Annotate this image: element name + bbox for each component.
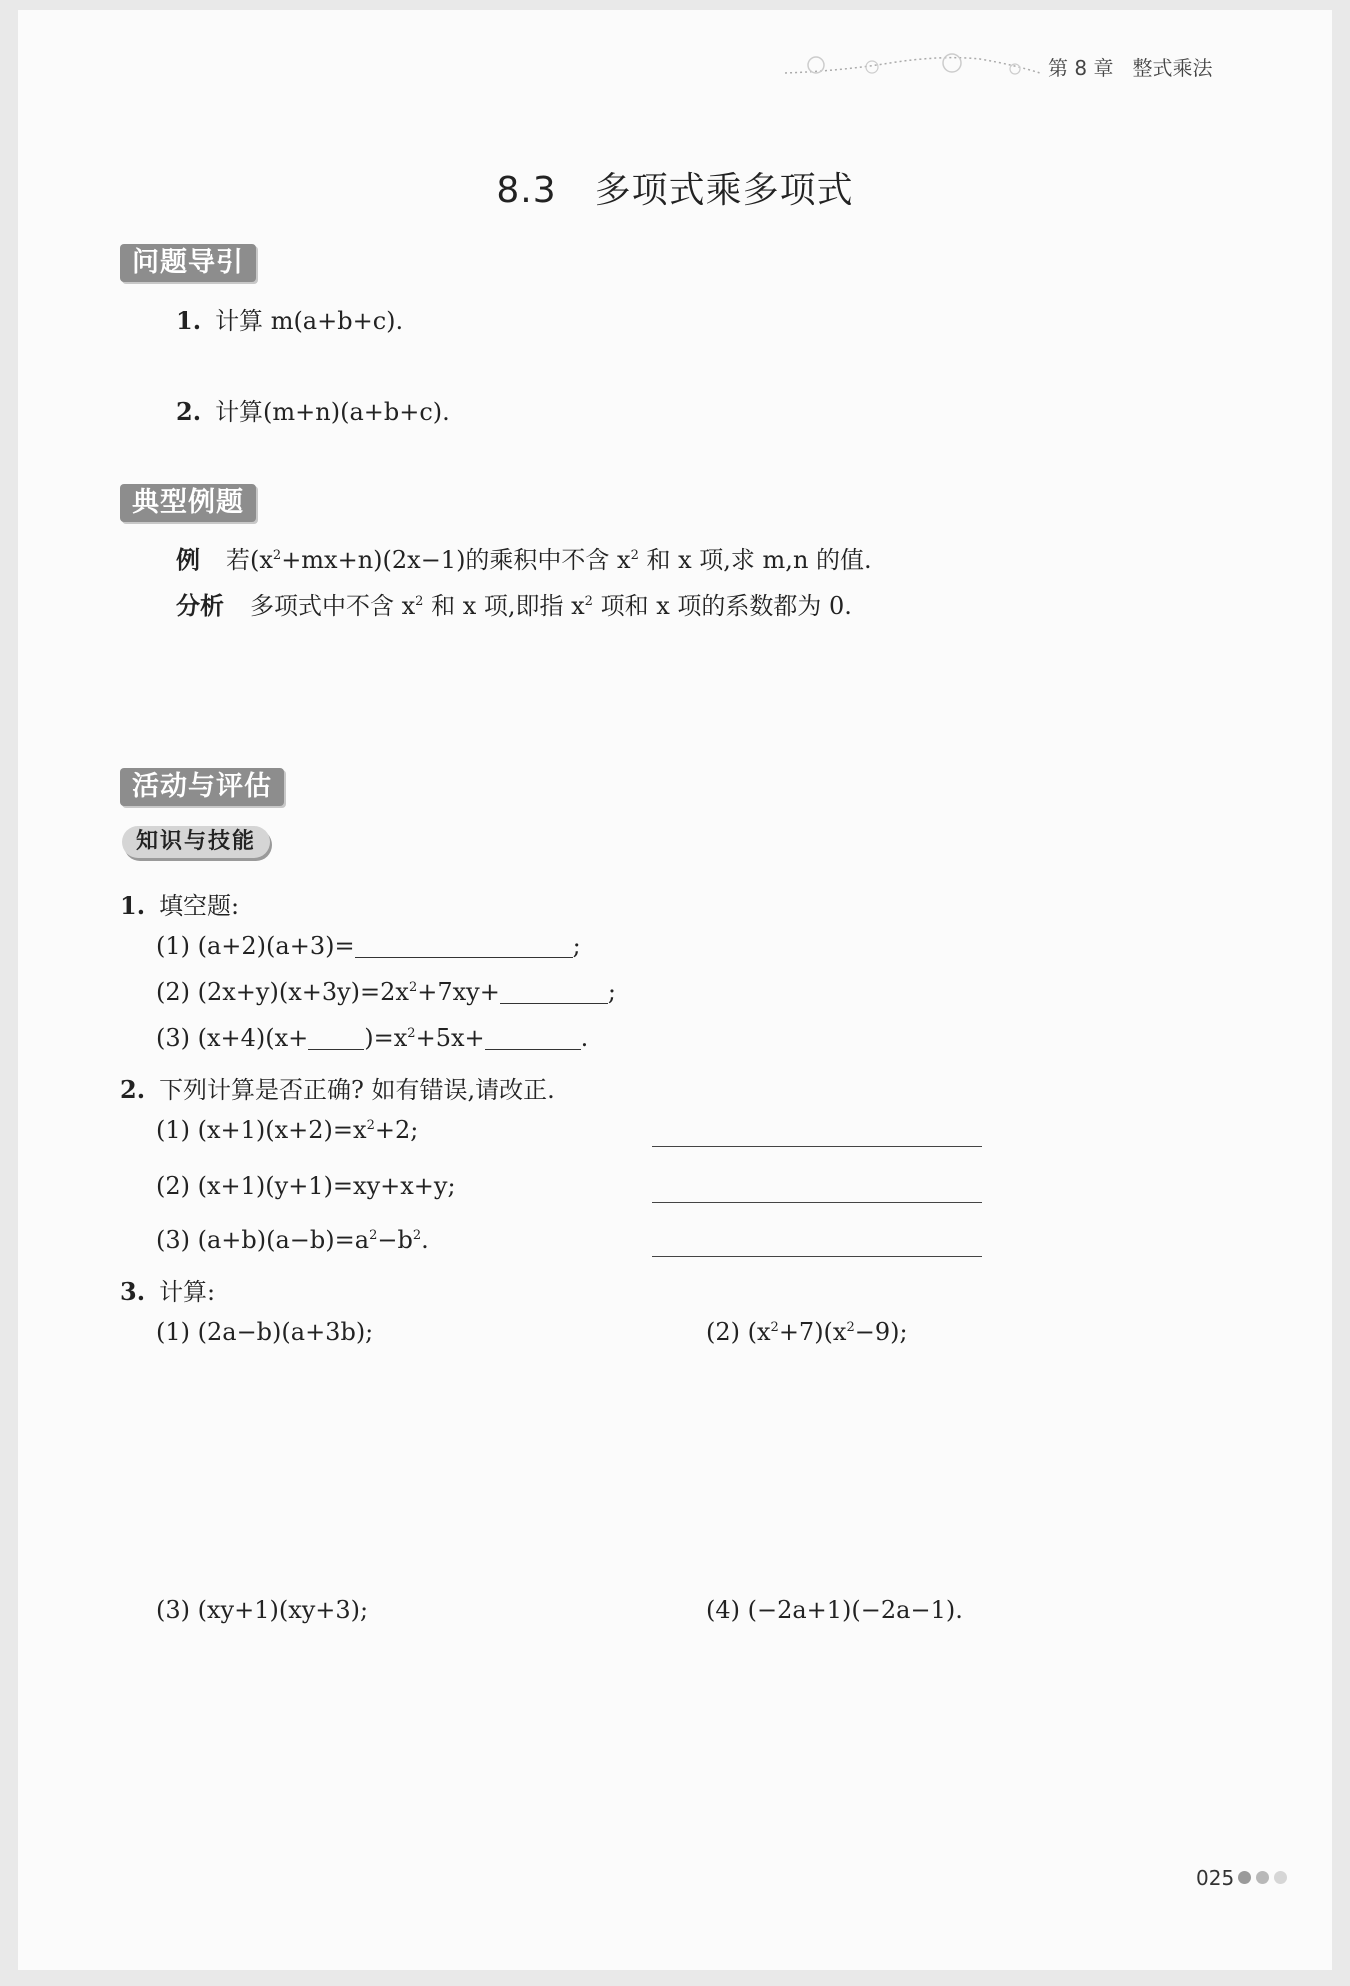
analysis-text-a: 多项式中不含 x [250,592,416,620]
page-dot-icon [1274,1871,1287,1884]
intro-question-1 [176,301,403,336]
problem-title: 下列计算是否正确? 如有错误,请改正. [159,1076,555,1104]
section-number: 8.3 [496,170,557,211]
superscript: 2 [407,1026,416,1041]
chapter-label: 第 8 章 [1048,56,1114,80]
example-text-c: 和 x 项,求 m,n 的值. [638,546,872,574]
answer-line[interactable] [652,1256,982,1257]
intro-question-2 [176,392,450,427]
page-dot-icon [1238,1871,1251,1884]
problem-number: 2. [120,1075,146,1104]
expr: (3) (a+b)(a−b)=a [156,1226,370,1254]
problem-2-3 [156,1226,429,1254]
answer-blank[interactable] [355,935,573,958]
problem-1-3 [156,1024,588,1052]
expr: (1) (x+1)(x+2)=x [156,1116,367,1144]
question-text: 计算(m+n)(a+b+c). [215,398,450,426]
expr: +2; [374,1116,419,1144]
question-number: 1. [176,306,202,335]
expr: +5x+ [415,1024,485,1052]
answer-blank[interactable] [500,981,608,1004]
expr: )=x [364,1024,408,1052]
expr: (3) (x+4)(x+ [156,1024,309,1052]
analysis-text-b: 和 x 项,即指 x [423,592,585,620]
problem-number: 3. [120,1277,146,1306]
problem-3-3 [156,1596,368,1624]
punct: . [580,1024,589,1052]
expr: −b [377,1226,413,1254]
expr: +7)(x [778,1318,847,1346]
analysis-text-c: 项和 x 项的系数都为 0. [592,592,852,620]
problem-3-4 [706,1596,963,1624]
answer-line[interactable] [652,1146,982,1147]
superscript: 2 [770,1320,779,1335]
expr: +7xy+ [417,978,500,1006]
analysis-label: 分析 [176,592,224,620]
problem-1-1 [156,932,581,960]
expr: (2) (2x+y)(x+3y)=2x [156,978,409,1006]
problem-1-title [120,886,239,921]
expr: . [421,1226,429,1254]
example-text-b: +mx+n)(2x−1)的乘积中不含 x [281,546,631,574]
answer-line[interactable] [652,1202,982,1203]
problem-1-2 [156,978,616,1006]
chapter-header [1048,52,1213,81]
answer-blank[interactable] [485,1027,581,1050]
superscript: 2 [630,548,639,563]
superscript: 2 [412,1228,422,1243]
example-label: 例 [176,546,200,574]
problem-2-title [120,1070,555,1105]
problem-number: 1. [120,891,146,920]
superscript: 2 [408,980,418,995]
example-line [176,540,872,575]
punct: ; [607,978,616,1006]
chapter-topic: 整式乘法 [1132,56,1213,80]
section-badge-example: 典型例题 [120,484,256,522]
sub-badge-skills: 知识与技能 [122,826,270,858]
page-dot-icon [1256,1871,1269,1884]
expr: (3) (xy+1)(xy+3); [156,1596,369,1624]
expr: (1) (a+2)(a+3)= [156,932,355,960]
problem-title: 计算: [159,1278,216,1306]
problem-3-1 [156,1318,373,1346]
expr: (2) (x+1)(y+1)=xy+x+y; [156,1172,456,1200]
problem-title: 填空题: [159,892,240,920]
punct: ; [572,932,581,960]
section-badge-intro: 问题导引 [120,244,256,282]
question-number: 2. [176,397,202,426]
question-text: 计算 m(a+b+c). [215,307,404,335]
page-number: 025 [1196,1866,1235,1890]
header-decoration [780,45,1050,85]
problem-3-2 [706,1318,908,1346]
page-title [0,162,1350,213]
section-title: 多项式乘多项式 [594,170,854,211]
expr: (2) (x [706,1318,771,1346]
problem-2-1 [156,1116,418,1144]
answer-blank[interactable] [308,1027,364,1050]
superscript: 2 [366,1118,375,1133]
analysis-line [176,586,852,621]
problem-2-2 [156,1172,456,1200]
superscript: 2 [415,594,424,609]
section-badge-activity: 活动与评估 [120,768,284,806]
superscript: 2 [369,1228,378,1243]
expr: (1) (2a−b)(a+3b); [156,1318,374,1346]
superscript: 2 [584,594,593,609]
problem-3-title [120,1272,215,1307]
example-text-a: 若(x [226,546,273,574]
superscript: 2 [272,548,282,563]
expr: −9); [854,1318,908,1346]
superscript: 2 [846,1320,855,1335]
expr: (4) (−2a+1)(−2a−1). [706,1596,963,1624]
